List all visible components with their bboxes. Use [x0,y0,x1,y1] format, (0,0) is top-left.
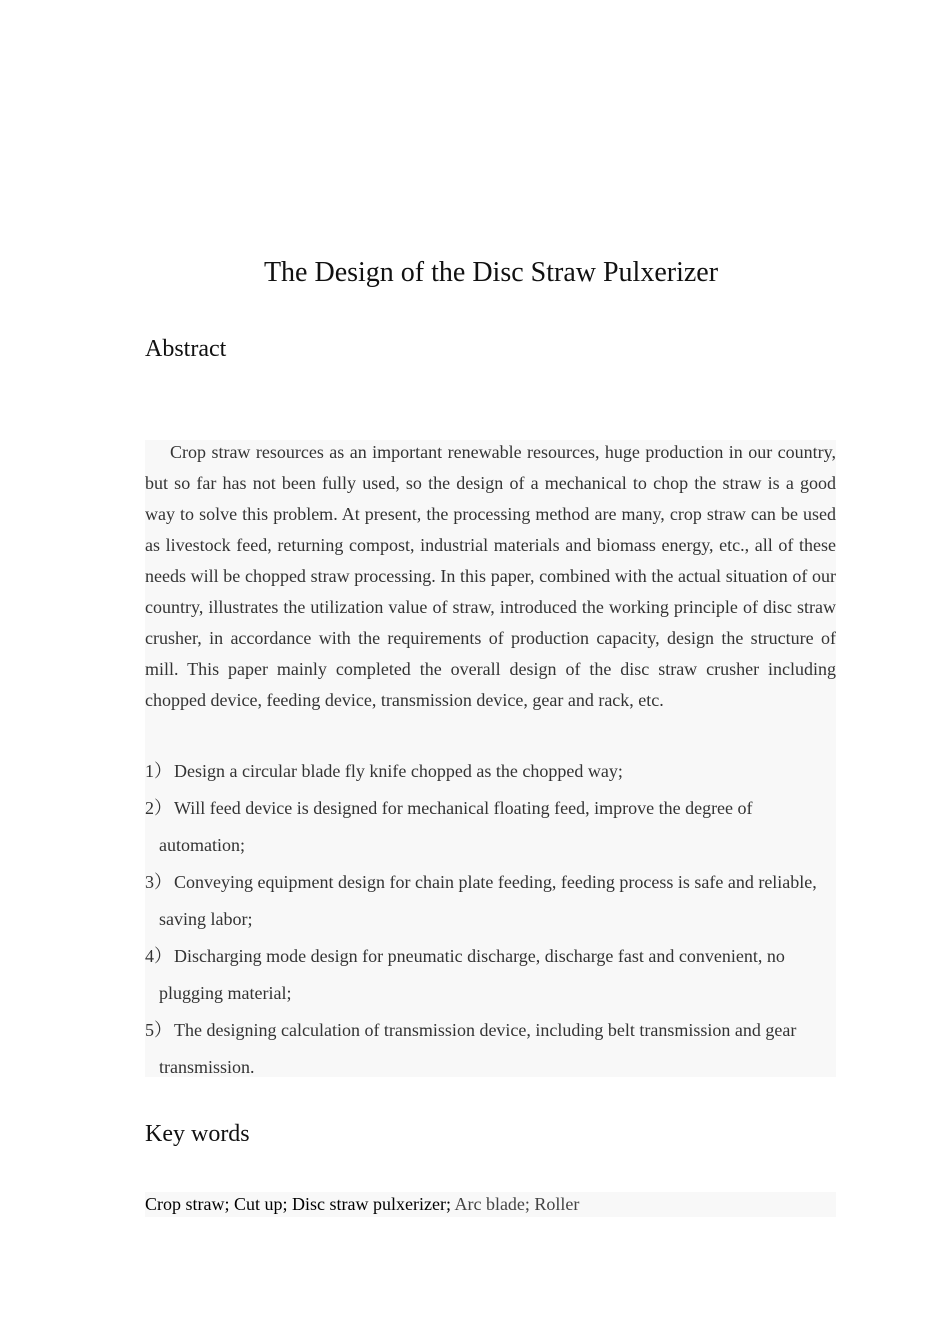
abstract-heading: Abstract [145,336,227,362]
list-item-text: Discharging mode design for pneumatic discharge, discharge fast and convenient, no plugging material; [159,946,785,1003]
list-item-number: 3） [145,872,172,892]
list-item-text: Design a circular blade fly knife chopped as the chopped way; [174,761,623,781]
list-item [145,753,836,790]
abstract-paragraph: Crop straw resources as an important renewable resources, huge production in our country, but so far has not been fully used, so the design of a mechanical to chop the straw is a good way to solve this problem. At present, the processing method are many, crop straw can be used as livestock feed, returning compost, industrial materials and biomass energy, etc., all of these needs will be chopped straw processing. In this paper, combined with the actual situation of our country, illustrates the utilization value of straw, introduced the working principle of disc straw crusher, in accordance with the requirements of production capacity, design the structure of mill. This paper mainly completed the overall design of the disc straw crusher including chopped device, feeding device, transmission device, gear and rack, etc. [145,442,836,710]
list-item-number: 1） [145,761,172,781]
keywords-line [145,1191,579,1217]
list-item [145,790,836,864]
list-item-number: 2） [145,798,172,818]
list-item [145,1012,836,1086]
list-item-number: 4） [145,946,172,966]
list-item [145,938,836,1012]
design-points-list [145,753,836,1086]
list-item [145,864,836,938]
list-item-number: 5） [145,1020,172,1040]
list-item-text: Conveying equipment design for chain plate feeding, feeding process is safe and reliable, saving labor; [159,872,817,929]
keywords-secondary: Arc blade; Roller [450,1194,580,1214]
list-item-text: Will feed device is designed for mechanical floating feed, improve the degree of automation; [159,798,753,855]
keywords-heading: Key words [145,1121,250,1147]
keywords-primary: Crop straw; Cut up; Disc straw pulxerizer; [145,1194,451,1214]
list-item-text: The designing calculation of transmission device, including belt transmission and gear transmission. [159,1020,797,1077]
document-title: The Design of the Disc Straw Pulxerizer [263,257,719,288]
